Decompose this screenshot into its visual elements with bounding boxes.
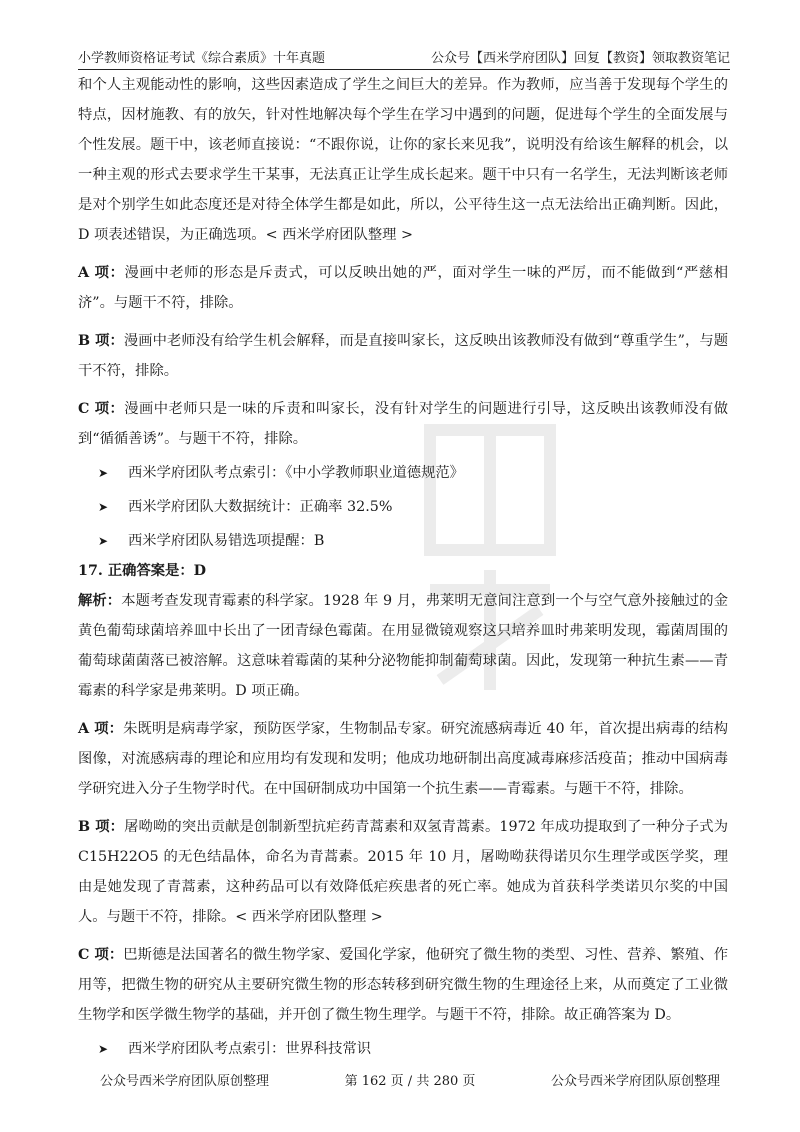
header-right: 公众号【西米学府团队】回复【教资】领取教资笔记 xyxy=(430,51,730,66)
option-label: A 项： xyxy=(78,721,124,737)
option-text: 朱既明是病毒学家，预防医学家，生物制品专家。研究流感病毒近 40 年，首次提出病毒的结构图像，对流感病毒的理论和应用均有发现和发明；他成功地研制出高度减毒麻疹活疫苗；推动中国病毒学研究进入分子生物学时代。在中国研制成功中国第一个抗生素——青霉素。与题干不符，排除。 xyxy=(78,721,728,797)
option-label: B 项： xyxy=(78,333,124,349)
q17-option-b xyxy=(78,812,728,932)
header-left: 小学教师资格证考试《综合素质》十年真题 xyxy=(78,51,326,66)
q17-bullet-index xyxy=(98,1034,728,1064)
arrow-icon: ➤ xyxy=(98,500,109,514)
q16-bullet-stats xyxy=(98,492,728,522)
bullet-text: 西米学府团队易错选项提醒：B xyxy=(128,533,325,549)
analysis-text: 本题考查发现青霉素的科学家。1928 年 9 月，弗莱明无意间注意到一个与空气意外接触过的金黄色葡萄球菌培养皿中长出了一团青绿色霉菌。在用显微镜观察这只培养皿时弗莱明发现，霉菌周围的葡萄球菌菌落已被溶解。这意味着霉菌的某种分泌物能抑制葡萄球菌。因此，发现第一种抗生素——青霉素的科学家是弗莱明。D 项正确。 xyxy=(78,593,728,699)
bullet-text: 西米学府团队大数据统计：正确率 32.5% xyxy=(128,499,393,515)
q16-option-c xyxy=(78,394,728,454)
q16-bullet-index xyxy=(98,458,728,488)
q17-option-a xyxy=(78,714,728,804)
arrow-icon: ➤ xyxy=(98,466,109,480)
option-text: 巴斯德是法国著名的微生物学家、爱国化学家，他研究了微生物的类型、习性、营养、繁殖、作用等，把微生物的研究从主要研究微生物的形态转移到研究微生物的生理途径上来，从而奠定了工业微生物学和医学微生物学的基础，并开创了微生物生理学。与题干不符，排除。故正确答案为 D。 xyxy=(78,947,728,1023)
q17-analysis xyxy=(78,586,728,706)
bullet-text: 西米学府团队考点索引：《中小学教师职业道德规范》 xyxy=(128,465,464,481)
arrow-icon: ➤ xyxy=(98,1042,109,1056)
option-text: 屠呦呦的突出贡献是创制新型抗疟药青蒿素和双氢青蒿素。1972 年成功提取到了一种分子式为 C15H22O5 的无色结晶体，命名为青蒿素。2015 年 10 月，屠呦呦获得诺贝尔生理学或医学奖，理由是她发现了青蒿素，这种药品可以有效降低疟疾患者的死亡率。她成为首获科学类诺贝尔奖的中国人。与题干不符，排除。< 西米学府团队整理 > xyxy=(78,819,728,925)
option-label: B 项： xyxy=(78,819,125,835)
option-label: A 项： xyxy=(78,265,125,281)
option-text: 漫画中老师没有给学生机会解释，而是直接叫家长，这反映出该教师没有做到“尊重学生”，与题干不符，排除。 xyxy=(78,333,729,379)
q16-bullet-reminder xyxy=(98,526,728,556)
page-number: 第 162 页 / 共 280 页 xyxy=(344,1074,476,1089)
option-label: C 项： xyxy=(78,401,125,417)
arrow-icon: ➤ xyxy=(98,534,109,548)
bullet-text: 西米学府团队考点索引：世界科技常识 xyxy=(128,1041,372,1057)
option-label: C 项： xyxy=(78,947,124,963)
footer-right: 公众号西米学府团队原创整理 xyxy=(550,1074,720,1089)
option-text: 漫画中老师只是一味的斥责和叫家长，没有针对学生的问题进行引导，这反映出该教师没有做到“循循善诱”。与题干不符，排除。 xyxy=(78,401,729,447)
q16-intro: 和个人主观能动性的影响，这些因素造成了学生之间巨大的差异。作为教师，应当善于发现每个学生的特点，因材施教、有的放矢，针对性地解决每个学生在学习中遇到的问题，促进每个学生的全面发展与个性发展。题干中，该老师直接说：“不跟你说，让你的家长来见我”，说明没有给该生解释的机会，以一种主观的形式去要求学生干某事，无法真正让学生成长起来。题干中只有一名学生，无法判断该老师是对个别学生如此态度还是对待全体学生都是如此，所以，公平待生这一点无法给出正确判断。因此，D 项表述错误，为正确选项。< 西米学府团队整理 > xyxy=(78,77,728,243)
q16-option-b xyxy=(78,326,728,386)
footer-left: 公众号西米学府团队原创整理 xyxy=(100,1074,270,1089)
page-header xyxy=(78,42,730,70)
q17-option-c xyxy=(78,940,728,1030)
option-text: 漫画中老师的形态是斥责式，可以反映出她的严，面对学生一味的严厉，而不能做到“严慈相济”。与题干不符，排除。 xyxy=(78,265,728,311)
page-content xyxy=(78,70,728,1064)
analysis-label: 解析： xyxy=(78,593,122,609)
page-footer xyxy=(100,1070,720,1089)
q16-option-a xyxy=(78,258,728,318)
q17-answer-title: 17. 正确答案是：D xyxy=(78,563,207,579)
